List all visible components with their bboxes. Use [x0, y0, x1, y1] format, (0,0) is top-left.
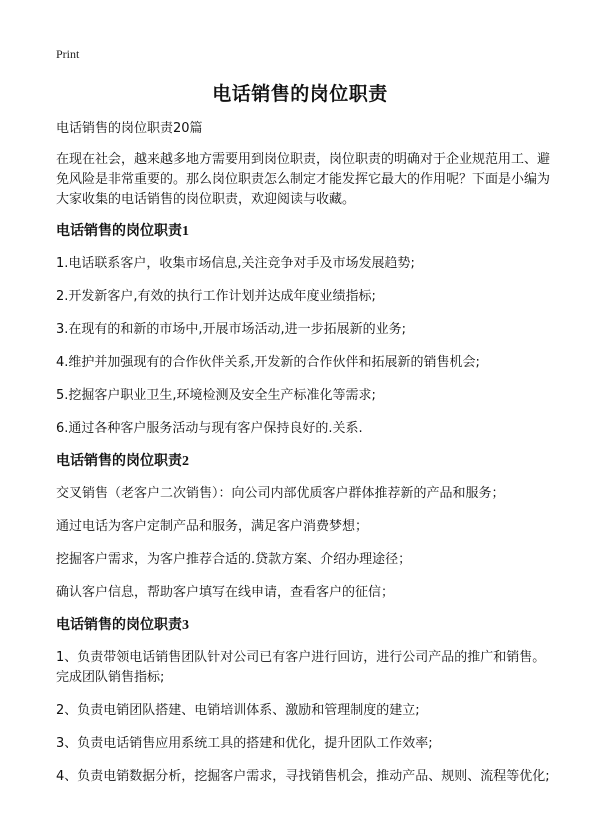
duty-item: 交叉销售（老客户二次销售）：向公司内部优质客户群体推荐新的产品和服务； [56, 486, 505, 501]
duty-item: 5.挖掘客户职业卫生,环境检测及安全生产标准化等需求; [56, 388, 376, 403]
section-heading: 电话销售的岗位职责2 [56, 454, 189, 469]
section-3 [56, 616, 554, 787]
duty-item: 2、负责电销团队搭建、电销培训体系、激励和管理制度的建立; [56, 703, 420, 718]
duty-item: 1、负责带领电话销售团队针对公司已有客户进行回访，进行公司产品的推广和销售。完成团队销售指标; [56, 650, 546, 685]
print-link[interactable]: Print [56, 47, 80, 61]
duty-item: 3.在现有的和新的市场中,开展市场活动,进一步拓展新的业务; [56, 322, 407, 337]
section-1 [56, 222, 554, 439]
section-heading: 电话销售的岗位职责3 [56, 618, 189, 633]
duty-item: 4、负责电销数据分析，挖掘客户需求，寻找销售机会，推动产品、规则、流程等优化; [56, 769, 550, 784]
document-body [56, 119, 554, 800]
section-heading: 电话销售的岗位职责1 [56, 224, 189, 239]
duty-item: 6.通过各种客户服务活动与现有客户保持良好的.关系. [56, 421, 363, 436]
duty-item: 2.开发新客户,有效的执行工作计划并达成年度业绩指标; [56, 289, 376, 304]
intro-paragraph: 在现在社会，越来越多地方需要用到岗位职责，岗位职责的明确对于企业规范用工、避免风险是非常重要的。那么岗位职责怎么制定才能发挥它最大的作用呢？下面是小编为大家收集的电话销售的岗位职责，欢迎阅读与收藏。 [56, 152, 551, 207]
page-title: 电话销售的岗位职责 [212, 83, 388, 105]
duty-item: 挖掘客户需求，为客户推荐合适的.贷款方案、介绍办理途径； [56, 552, 412, 567]
section-2 [56, 452, 554, 603]
duty-item: 1.电话联系客户，收集市场信息,关注竞争对手及市场发展趋势; [56, 256, 415, 271]
duty-item: 4.维护并加强现有的合作伙伴关系,开发新的合作伙伴和拓展新的销售机会; [56, 355, 480, 370]
document-subtitle: 电话销售的岗位职责20篇 [56, 121, 203, 136]
duty-item: 3、负责电话销售应用系统工具的搭建和优化，提升团队工作效率; [56, 736, 433, 751]
duty-item: 通过电话为客户定制产品和服务，满足客户消费梦想； [56, 519, 369, 534]
duty-item: 确认客户信息，帮助客户填写在线申请，查看客户的征信； [56, 585, 395, 600]
